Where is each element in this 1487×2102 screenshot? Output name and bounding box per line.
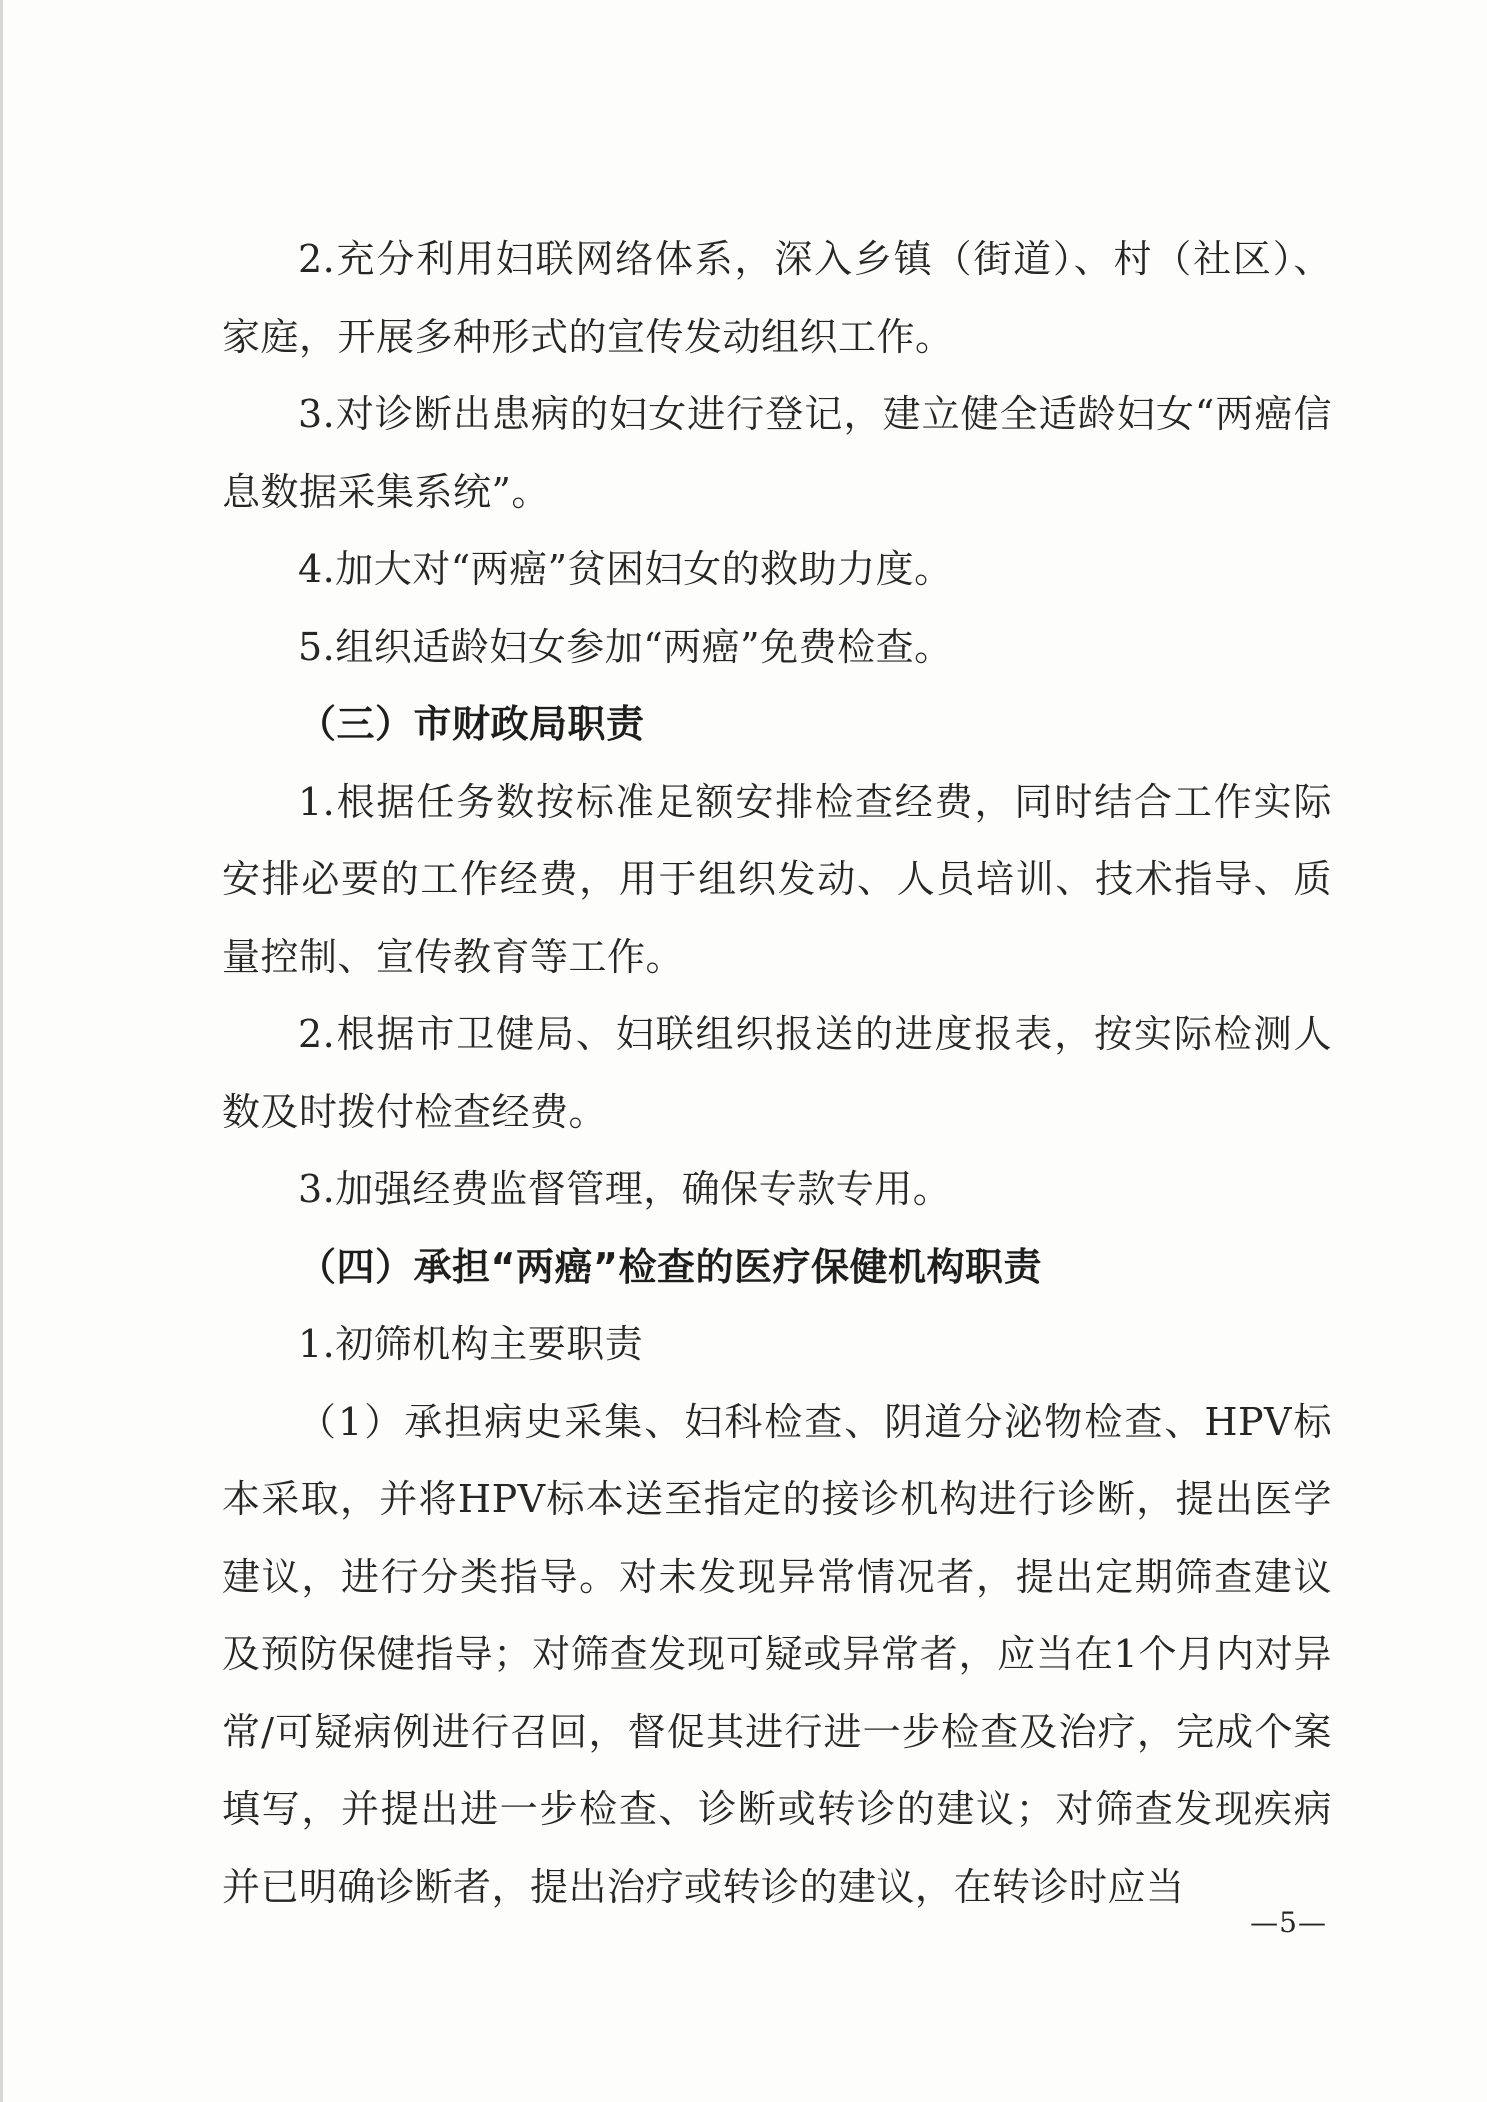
paragraph-3: 3.对诊断出患病的妇女进行登记，建立健全适龄妇女“两癌信息数据采集系统”。 — [222, 392, 1332, 514]
paragraph-4: 4.加大对“两癌”贫困妇女的救助力度。 — [298, 547, 953, 591]
page-number: —5— — [1250, 1906, 1327, 1939]
paragraph-medical-1: 1.初筛机构主要职责 — [298, 1322, 644, 1366]
body-text — [222, 221, 1332, 1926]
paragraph-finance-1: 1.根据任务数按标准足额安排检查经费，同时结合工作实际安排必要的工作经费，用于组织发动、人员培训、技术指导、质量控制、宣传教育等工作。 — [222, 779, 1332, 979]
section-heading-finance: （三）市财政局职责 — [298, 702, 645, 746]
paragraph-medical-1-1: （1）承担病史采集、妇科检查、阴道分泌物检查、HPV标本采取，并将HPV标本送至指定的接诊机构进行诊断，提出医学建议，进行分类指导。对未发现异常情况者，提出定期筛查建议及预防保健指导；对筛查发现可疑或异常者，应当在1个月内对异常/可疑病例进行召回，督促其进行进一步检查及治疗，完成个案填写，并提出进一步检查、诊断或转诊的建议；对筛查发现疾病并已明确诊断者，提出治疗或转诊的建议，在转诊时应当 — [222, 1399, 1332, 1909]
paragraph-finance-2: 2.根据市卫健局、妇联组织报送的进度报表，按实际检测人数及时拨付检查经费。 — [222, 1012, 1332, 1134]
section-heading-medical: （四）承担“两癌”检查的医疗保健机构职责 — [298, 1244, 1042, 1289]
paragraph-5: 5.组织适龄妇女参加“两癌”免费检查。 — [298, 624, 953, 669]
paragraph-2: 2.充分利用妇联网络体系，深入乡镇（街道）、村（社区）、家庭，开展多种形式的宣传发动组织工作。 — [222, 237, 1332, 359]
scan-edge — [0, 0, 3, 2102]
paragraph-finance-3: 3.加强经费监督管理，确保专款专用。 — [298, 1167, 952, 1211]
